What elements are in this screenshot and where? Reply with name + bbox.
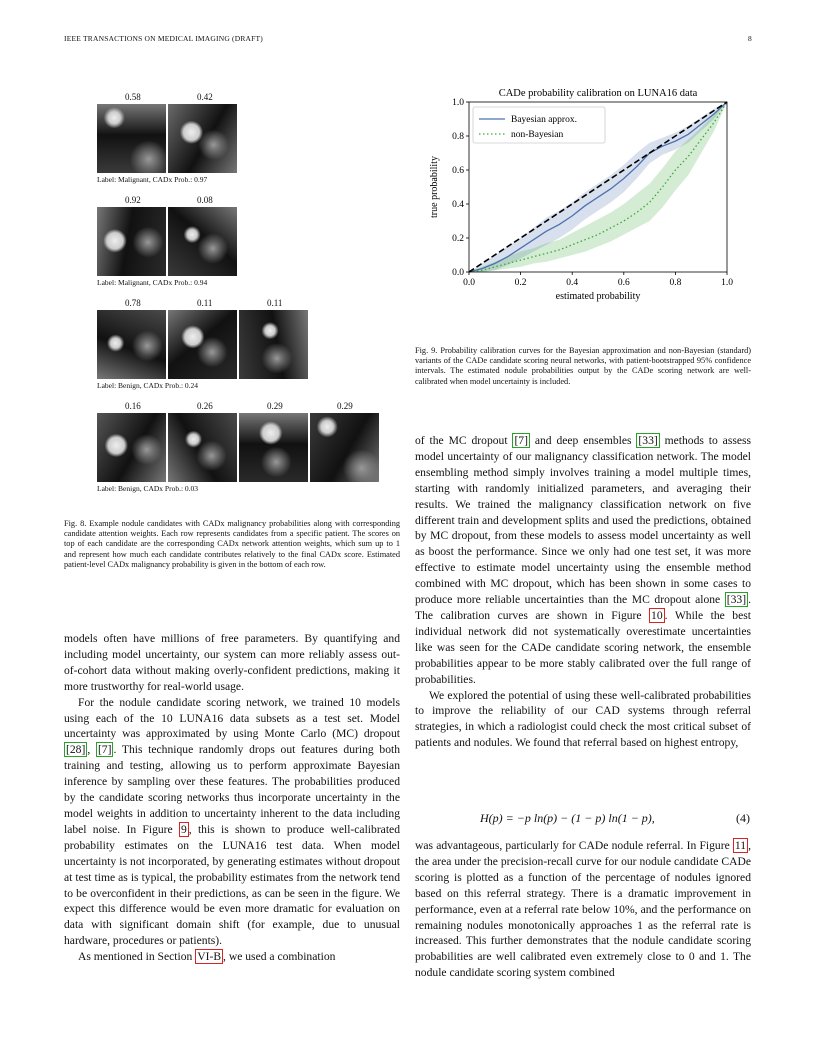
ct-scan-thumbnail [168,207,237,276]
attention-weight: 0.08 [197,195,213,205]
attention-weight: 0.11 [267,298,283,308]
citation-link[interactable]: [7] [97,743,112,757]
attention-weight: 0.78 [125,298,141,308]
figure-link[interactable]: 10 [651,608,663,622]
chart-title: CADe probability calibration on LUNA16 data [498,88,698,99]
figure-8 [97,90,402,502]
ct-scan-thumbnail [168,310,237,379]
figure-link[interactable]: 9 [180,822,187,836]
legend-label: Bayesian approx. [511,115,577,125]
candidate-row [97,90,402,184]
y-tick-label: 0.2 [452,234,464,244]
patient-label: Label: Benign, CADx Prob.: 0.03 [97,484,199,493]
paragraph: was advantageous, particularly for CADe nodule referral. In Figure 11 , the area under the precision-recall curve for our nodule candidate CADe scoring is plotted as a function of the percentage of nodules ignored based on this referral strategy. There is a dramatic improvement in performance, even at a referral rate below 10%, and the performance on remaining nodules monotonically approaches 1 as the referral rate is increased. This further demonstrates that the nodule candidate scoring probabilities are well calibrated even extremely close to 0 and 1. The nodule candidate scoring system combined [415,839,751,980]
attention-weight: 0.26 [197,401,213,411]
page-number: 8 [748,34,752,43]
attention-weight: 0.29 [267,401,283,411]
ct-scan-thumbnail [97,104,166,173]
x-tick-label: 0.0 [463,278,475,288]
equation: H(p) = −p ln(p) − (1 − p) ln(1 − p), [480,811,655,825]
attention-scores [97,296,402,310]
candidate-row [97,296,402,390]
y-tick-label: 0.4 [452,200,464,210]
running-header: IEEE TRANSACTIONS ON MEDICAL IMAGING (DRAFT) [64,34,263,43]
patient-label: Label: Malignant, CADx Prob.: 0.94 [97,278,208,287]
legend-label: non-Bayesian [511,130,564,140]
x-tick-label: 0.8 [669,278,682,288]
paragraph: For the nodule candidate scoring network, we trained 10 models using each of the 10 LUNA16 data subsets as a test set. Model uncertainty was approximated by using Monte Carlo (MC) dropout [28] , [7] . This technique randomly drops out features during both training and testing, allowing us to perform approximate Bayesian inference by sampling over these features. The probabilities produced by the candidate scoring networks thus incorporate uncertainty in the model weights in addition to uncertainty inherent to the data including label noise. In Figure 9 , this is shown to produce well-calibrated probability estimates on the LUNA16 test data. When model uncertainty is not incorporated, by generating estimates without dropout at test time as is typical, the probability estimates from the network tend to be overconfident in their predictions, as can be seen in the figure. We expect this difference would be even more dramatic for evaluation on data with significant domain shift (for example, due to unusual hardware, procedures or patients). [64,695,401,948]
ct-scan-thumbnail [97,413,166,482]
attention-scores [97,193,402,207]
ct-scan-thumbnail [97,310,166,379]
x-tick-label: 1.0 [721,278,733,288]
paragraph: We explored the potential of using these well-calibrated probabilities to improve the reliability of our CAD systems through referral strategies, in which a radiologist could check the most critical subset of patients and nodules. We found that referral based on highest entropy, [415,688,751,750]
equation-number: (4) [736,811,750,825]
ct-scan-thumbnail [168,104,237,173]
figure-8-caption: Fig. 8. Example nodule candidates with CADx malignancy probabilities along with corresponding candidate attention weights. Each row represents candidates from a specific patient. The scores on top of each candidate are the corresponding CADx network attention weights, which sum up to 1 and represent how much each candidate contributes relatively to the final CADx score. Estimated patient-level CADx malignancy probability is given in the bottom of each row. [64,519,400,569]
x-tick-label: 0.2 [514,278,527,288]
y-tick-label: 1.0 [452,98,464,108]
attention-weight: 0.11 [197,298,213,308]
candidate-row [97,193,402,287]
ct-scan-thumbnail [239,413,308,482]
section-link[interactable]: VI-B [197,950,222,964]
attention-weight: 0.29 [337,401,353,411]
calibration-chart [415,80,755,320]
patient-label: Label: Benign, CADx Prob.: 0.24 [97,381,199,390]
figure-9-caption: Fig. 9. Probability calibration curves for the Bayesian approximation and non-Bayesian (standard) variants of the CADe candidate scoring neural networks, with patient-bootstrapped 95% confidence intervals. The estimated nodule probabilities output by the CADe scoring network are well-calibrated when model uncertainty is included. [415,346,751,386]
right-column-continued [415,838,751,981]
attention-weight: 0.16 [125,401,141,411]
attention-weight: 0.42 [197,92,213,102]
ct-scan-thumbnail [97,207,166,276]
patient-label: Label: Malignant, CADx Prob.: 0.97 [97,175,208,184]
ct-scan-thumbnail [310,413,379,482]
paragraph: models often have millions of free parameters. By quantifying and including model uncertainty, our system can more reliably assess out-of-cohort data without making overly-confident predictions, making it more trustworthy for real-world usage. [64,632,400,693]
y-axis-label: true probability [429,156,440,218]
right-column [415,433,751,751]
citation-link[interactable]: [33] [638,434,658,447]
y-tick-label: 0.8 [452,132,464,142]
paragraph: As mentioned in Section VI-B , we used a combination [78,950,336,964]
citation-link[interactable]: [33] [726,593,747,607]
citation-link[interactable]: [28] [66,743,86,757]
y-tick-label: 0.0 [452,268,464,278]
attention-scores [97,399,402,413]
attention-weight: 0.92 [125,195,141,205]
left-column [64,631,400,965]
attention-weight: 0.58 [125,92,141,102]
paragraph: of the MC dropout [7] and deep ensembles [33] methods to assess model uncertainty of our malignancy classification network. The model ensembling method simply involves training a model multiple times, starting with randomly initialized parameters, and averaging their results. We trained the malignancy classification network on five different train and development splits and used the predictions, obtained by MC dropout, from these models to assess model uncertainty as well as boost the performance. Since we only had one test set, it was more effective to estimate model uncertainty using the ensemble method combined with MC dropout, which has been shown in some cases to produce more reliable uncertainties than the MC dropout alone [33] . The calibration curves are shown in Figure 10 . While the best individual network did not systematically overestimate uncertainties like was seen for the CADe candidate scoring network, the ensemble probabilities appear to be more stably calibrated over the full range of probabilities. [415,434,752,686]
citation-link[interactable]: [7] [514,434,528,447]
figure-link[interactable]: 11 [734,839,747,852]
y-tick-label: 0.6 [452,166,464,176]
ct-scan-thumbnail [168,413,237,482]
x-tick-label: 0.4 [566,278,579,288]
x-axis-label: estimated probability [555,291,641,302]
x-tick-label: 0.6 [617,278,630,288]
candidate-row [97,399,402,493]
ct-scan-thumbnail [239,310,308,379]
attention-scores [97,90,402,104]
